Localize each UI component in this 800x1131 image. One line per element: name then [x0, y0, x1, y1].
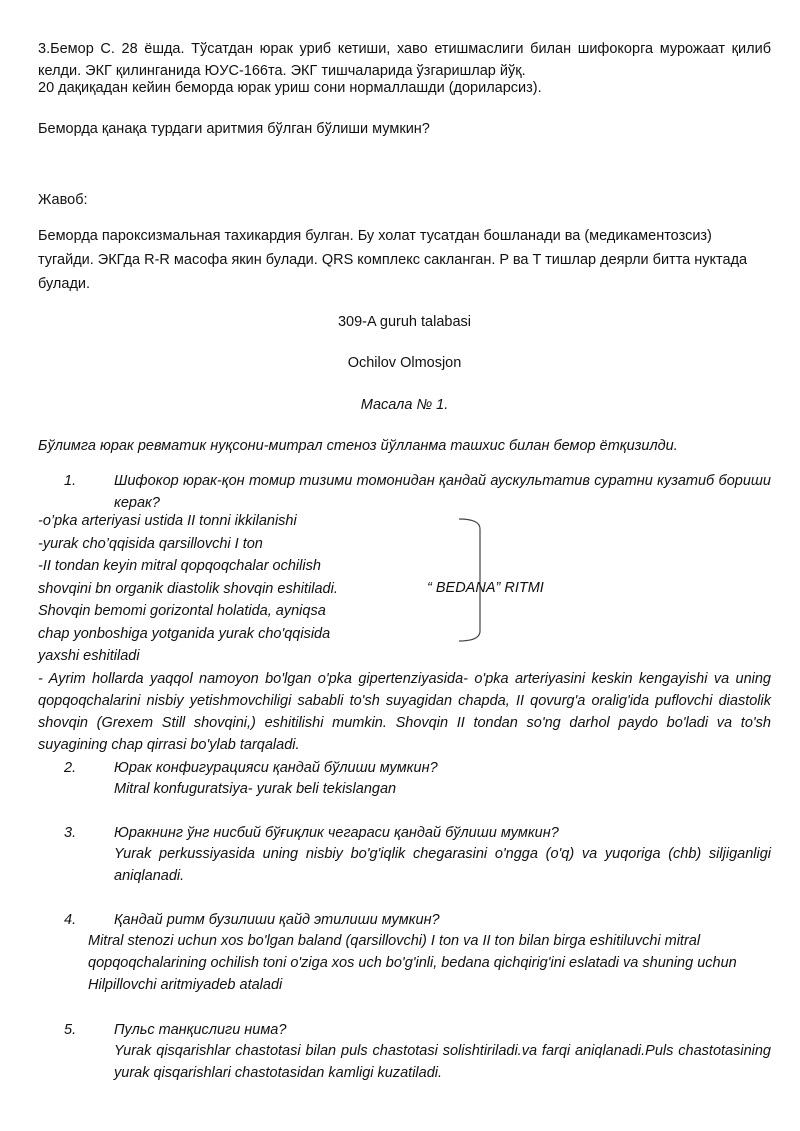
answer-text: Беморда пароксизмальная тахикардия булган. Бу холат тусатдан бошланади ва (медикаментозсиз) тугайди. ЭКГда R-R масофа якин булади. QRS комплекс сакланган. P ва T тишлар деярли битта нуктада булади. [38, 228, 748, 292]
answer-line: Shovqin bemomi gorizontal holatida, ayniqsa [38, 603, 326, 619]
question-5 [38, 1019, 771, 1079]
problem3-condition: 3.Бемор С. 28 ёшда. Тўсатдан юрак уриб кетиши, хаво етишмаслиги билан шифокорга мурожаат қилиб келди. ЭКГ қилинганида ЮУС-166та. ЭКГ тишчаларида ўзгаришлар йўқ. [38, 41, 771, 79]
answer-label: Жавоб: [38, 192, 88, 208]
question-2-answer: Mitral konfuguratsiya- yurak beli tekislangan [114, 781, 397, 797]
question-4-number: 4. [64, 912, 77, 928]
answer-line: yaxshi eshitiladi [38, 648, 140, 664]
question-1-extra: - Ayrim hollarda yaqqol namoyon bo'lgan o'pka gipertenziyasida- o'pka arteriyasini keskin kengayishi va uning qopqoqchalarini nisbiy yetishmovchiligi sababli to'sh suyagidan chapda, II qovurg'a oralig'ida puflovchi diastolik shovqin (Grexem Still shovqini,) eshitilishi mumkin. Shovqin II tondan so'ng darhol paydo bo'ladi va to'sh suyagining chap qirrasi bo'ylab tarqaladi. [38, 671, 771, 753]
answer-line: shovqini bn organik diastolik shovqin eshitiladi. [38, 580, 338, 597]
question-3 [38, 822, 771, 882]
student-group: 309-A guruh talabasi [337, 314, 471, 330]
question-4-answer: Mitral stenozi uchun xos bo'lgan baland (qarsillovchi) I ton va II ton bilan birga eshitiluvchi mitral qopqoqchalarining ochilish toni o'ziga xos uch bo'g'inli, bedana qichqirig'ini eslatadi va shuning uchun Hilpillovchi aritmiyadeb ataladi [88, 933, 737, 993]
student-name: Ochilov Olmosjon [347, 355, 462, 371]
question-2 [38, 757, 771, 803]
task-title: Масала № 1. [360, 397, 449, 413]
question-5-number: 5. [64, 1022, 77, 1038]
answer-line: -o’pka arteriyasi ustida II tonni ikkilanishi [38, 513, 297, 529]
question-1-number: 1. [64, 473, 77, 489]
answer-line: -yurak cho’qqisida qarsillovchi I ton [38, 535, 263, 552]
question-5-answer: Yurak qisqarishlar chastotasi bilan puls chastotasi solishtiriladi.va farqi aniqlanadi.Puls chastotasining yurak qisqarishlari chastotasidan kamligi kuzatiladi. [114, 1043, 771, 1081]
question-4-text: Қандай ритм бузилиши қайд этилиши мумкин? [114, 912, 440, 928]
question-2-text: Юрак конфигурацияси қандай бўлиши мумкин? [114, 760, 438, 776]
question-5-text: Пульс танқислиги нима? [114, 1022, 287, 1038]
answer-line: chap yonboshiga yotganida yurak cho'qqisida [38, 625, 331, 642]
problem3-condition-2: 20 дақиқадан кейин беморда юрак уриш сони нормаллашди (дориларсиз). [38, 80, 542, 96]
question-1-answer [38, 510, 438, 668]
question-1-text: Шифокор юрак-қон томир тизими томонидан қандай аускультатив суратни кузатиб бориши керак? [114, 473, 771, 511]
task-intro: Бўлимга юрак ревматик нуқсони-митрал стеноз йўлланма ташхис билан бемор ётқизилди. [38, 438, 678, 454]
question-3-number: 3. [64, 825, 77, 841]
question-2-number: 2. [64, 760, 77, 776]
question-3-answer: Yurak perkussiyasida uning nisbiy bo'g'iqlik chegarasini o'ngga (o'q) va yuqoriga (chb) siljiganligi aniqlanadi. [114, 846, 771, 884]
answer-line: -II tondan keyin mitral qopqoqchalar ochilish [38, 558, 321, 574]
problem3-question: Беморда қанақа турдаги аритмия бўлган бўлиши мумкин? [38, 121, 430, 137]
question-4 [38, 909, 771, 993]
bedana-rhythm-label: “ BEDANA” RITMI [427, 580, 544, 596]
question-3-text: Юракнинг ўнг нисбий бўғиқлик чегараси қандай бўлиши мумкин? [114, 825, 559, 841]
